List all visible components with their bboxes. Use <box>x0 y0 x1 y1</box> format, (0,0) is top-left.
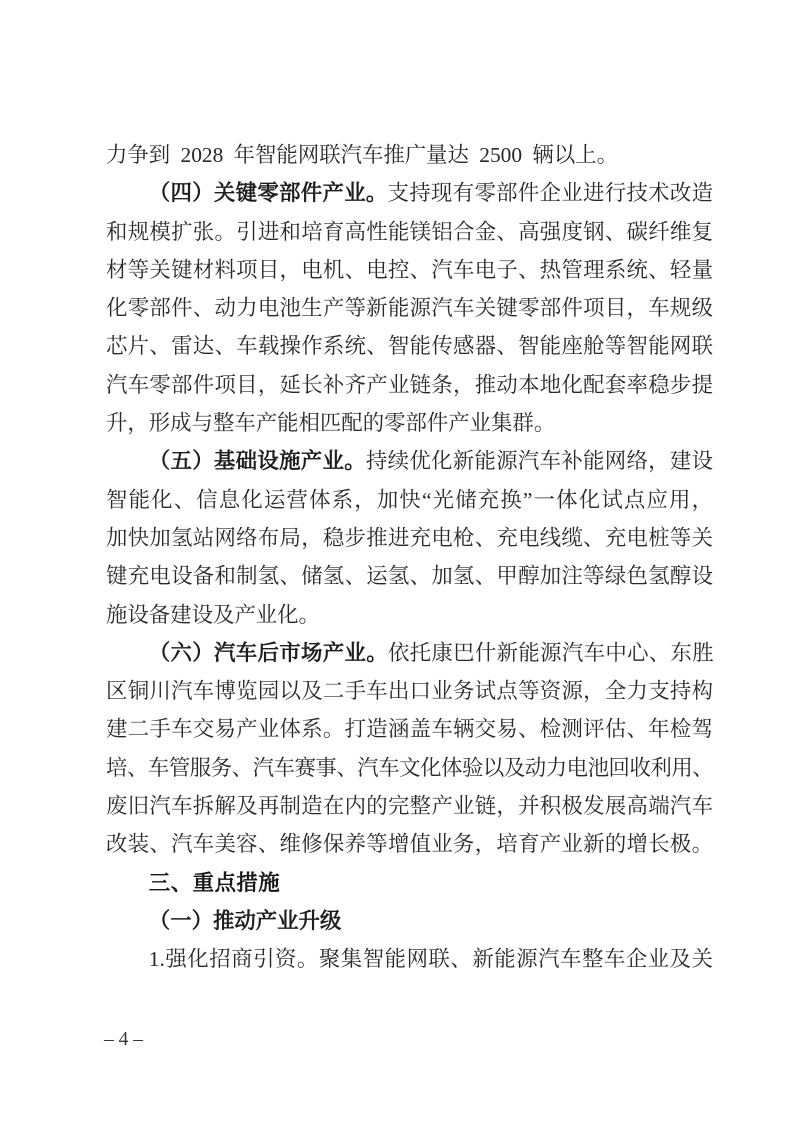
text-line-section5-first <box>106 442 713 480</box>
text-line-section6-first <box>106 634 713 672</box>
section5-first-text: 持续优化新能源汽车补能网络，建设 <box>365 449 713 474</box>
text-line: 废旧汽车拆解及再制造在内的完整产业链，并积极发展高端汽车 <box>106 794 713 819</box>
section4-lead: （四）关键零部件产业。 <box>148 181 388 206</box>
text-line: 汽车零部件项目，延长补齐产业链条，推动本地化配套率稳步提 <box>106 372 713 397</box>
subsection-heading-1: （一）推动产业升级 <box>148 908 342 933</box>
text-line: 化零部件、动力电池生产等新能源汽车关键零部件项目，车规级 <box>106 296 713 321</box>
text-line: 加快加氢站网络布局，稳步推进充电枪、充电线缆、充电桩等关 <box>106 525 713 550</box>
text-line: 改装、汽车美容、维修保养等增值业务，培育产业新的增长极。 <box>106 832 713 857</box>
text-line: 区铜川汽车博览园以及二手车出口业务试点等资源，全力支持构 <box>106 679 713 704</box>
section5-lead: （五）基础设施产业。 <box>148 449 366 474</box>
text-line-measure1: 1.强化招商引资。聚集智能网联、新能源汽车整车企业及关 <box>148 947 713 972</box>
section-heading-3: 三、重点措施 <box>148 870 281 895</box>
text-line: 培、车管服务、汽车赛事、汽车文化体验以及动力电池回收利用、 <box>106 755 713 780</box>
text-line: 建二手车交易产业体系。打造涵盖车辆交易、检测评估、年检驾 <box>106 717 713 742</box>
text-line: 芯片、雷达、车载操作系统、智能传感器、智能座舱等智能网联 <box>106 334 713 359</box>
text-line-section4-first <box>106 174 713 212</box>
text-line: 材等关键材料项目，电机、电控、汽车电子、热管理系统、轻量 <box>106 257 713 282</box>
text-line: 施设备建设及产业化。 <box>106 602 320 627</box>
text-line-intro: 力争到 2028 年智能网联汽车推广量达 2500 辆以上。 <box>106 143 618 167</box>
section4-first-text: 支持现有零部件企业进行技术改造 <box>387 181 713 206</box>
text-line: 键充电设备和制氢、储氢、运氢、加氢、甲醇加注等绿色氢醇设 <box>106 564 713 589</box>
text-line: 升，形成与整车产能相匹配的零部件产业集群。 <box>106 411 556 436</box>
section6-first-text: 依托康巴什新能源汽车中心、东胜 <box>387 640 713 665</box>
section6-lead: （六）汽车后市场产业。 <box>148 640 388 665</box>
text-line: 和规模扩张。引进和培育高性能镁铝合金、高强度钢、碳纤维复 <box>106 219 713 244</box>
text-line: 智能化、信息化运营体系，加快“光储充换”一体化试点应用， <box>106 487 713 512</box>
document-body <box>106 136 713 979</box>
page-number: – 4 – <box>104 1029 143 1050</box>
